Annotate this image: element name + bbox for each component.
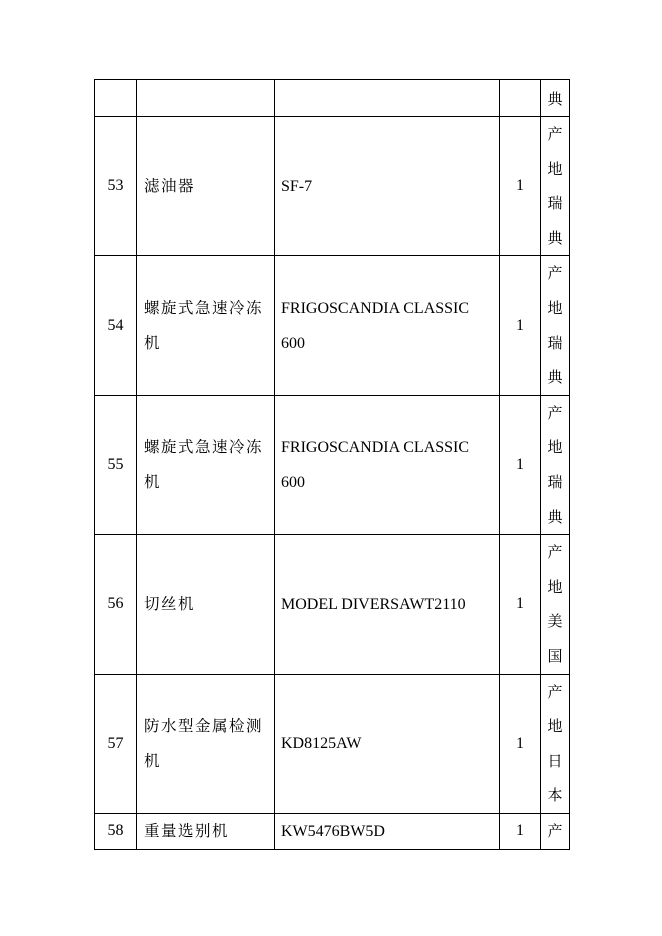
equipment-quantity: 1 — [500, 813, 541, 849]
equipment-origin: 产地瑞典 — [547, 403, 563, 526]
equipment-origin: 产地瑞典 — [547, 125, 563, 247]
equipment-name: 滤油器 — [137, 117, 275, 256]
equipment-origin: 典 — [547, 90, 563, 108]
equipment-quantity: 1 — [500, 674, 541, 813]
table-row — [95, 256, 570, 395]
equipment-origin-cell — [541, 535, 570, 674]
equipment-model: FRIGOSCANDIA CLASSIC 600 — [275, 395, 500, 534]
table-row-continued — [95, 80, 570, 117]
equipment-origin: 产地日本 — [547, 682, 563, 805]
equipment-origin-cell — [541, 813, 570, 849]
row-number — [95, 80, 137, 117]
equipment-quantity: 1 — [500, 117, 541, 256]
equipment-origin: 产 — [547, 822, 563, 841]
equipment-model: KW5476BW5D — [275, 813, 500, 849]
table-row — [95, 535, 570, 674]
equipment-name: 切丝机 — [137, 535, 275, 674]
equipment-quantity: 1 — [500, 256, 541, 395]
equipment-origin: 产地瑞典 — [547, 264, 563, 387]
equipment-model: FRIGOSCANDIA CLASSIC 600 — [275, 256, 500, 395]
equipment-model: KD8125AW — [275, 674, 500, 813]
row-number: 56 — [95, 535, 137, 674]
equipment-origin-cell — [541, 80, 570, 117]
equipment-origin-cell — [541, 395, 570, 534]
equipment-model: SF-7 — [275, 117, 500, 256]
table-row — [95, 395, 570, 534]
table-row — [95, 813, 570, 849]
equipment-quantity — [500, 80, 541, 117]
equipment-name: 重量选别机 — [137, 813, 275, 849]
table-row — [95, 674, 570, 813]
equipment-table — [94, 79, 570, 850]
equipment-origin-cell — [541, 674, 570, 813]
equipment-model — [275, 80, 500, 117]
row-number: 58 — [95, 813, 137, 849]
equipment-quantity: 1 — [500, 395, 541, 534]
equipment-name: 螺旋式急速冷冻机 — [137, 256, 275, 395]
equipment-name: 螺旋式急速冷冻机 — [137, 395, 275, 534]
equipment-quantity: 1 — [500, 535, 541, 674]
equipment-name — [137, 80, 275, 117]
row-number: 54 — [95, 256, 137, 395]
equipment-origin: 产地美国 — [547, 543, 563, 665]
equipment-origin-cell — [541, 117, 570, 256]
row-number: 53 — [95, 117, 137, 256]
equipment-origin-cell — [541, 256, 570, 395]
table-row — [95, 117, 570, 256]
row-number: 55 — [95, 395, 137, 534]
equipment-name: 防水型金属检测机 — [137, 674, 275, 813]
equipment-model: MODEL DIVERSAWT2110 — [275, 535, 500, 674]
row-number: 57 — [95, 674, 137, 813]
